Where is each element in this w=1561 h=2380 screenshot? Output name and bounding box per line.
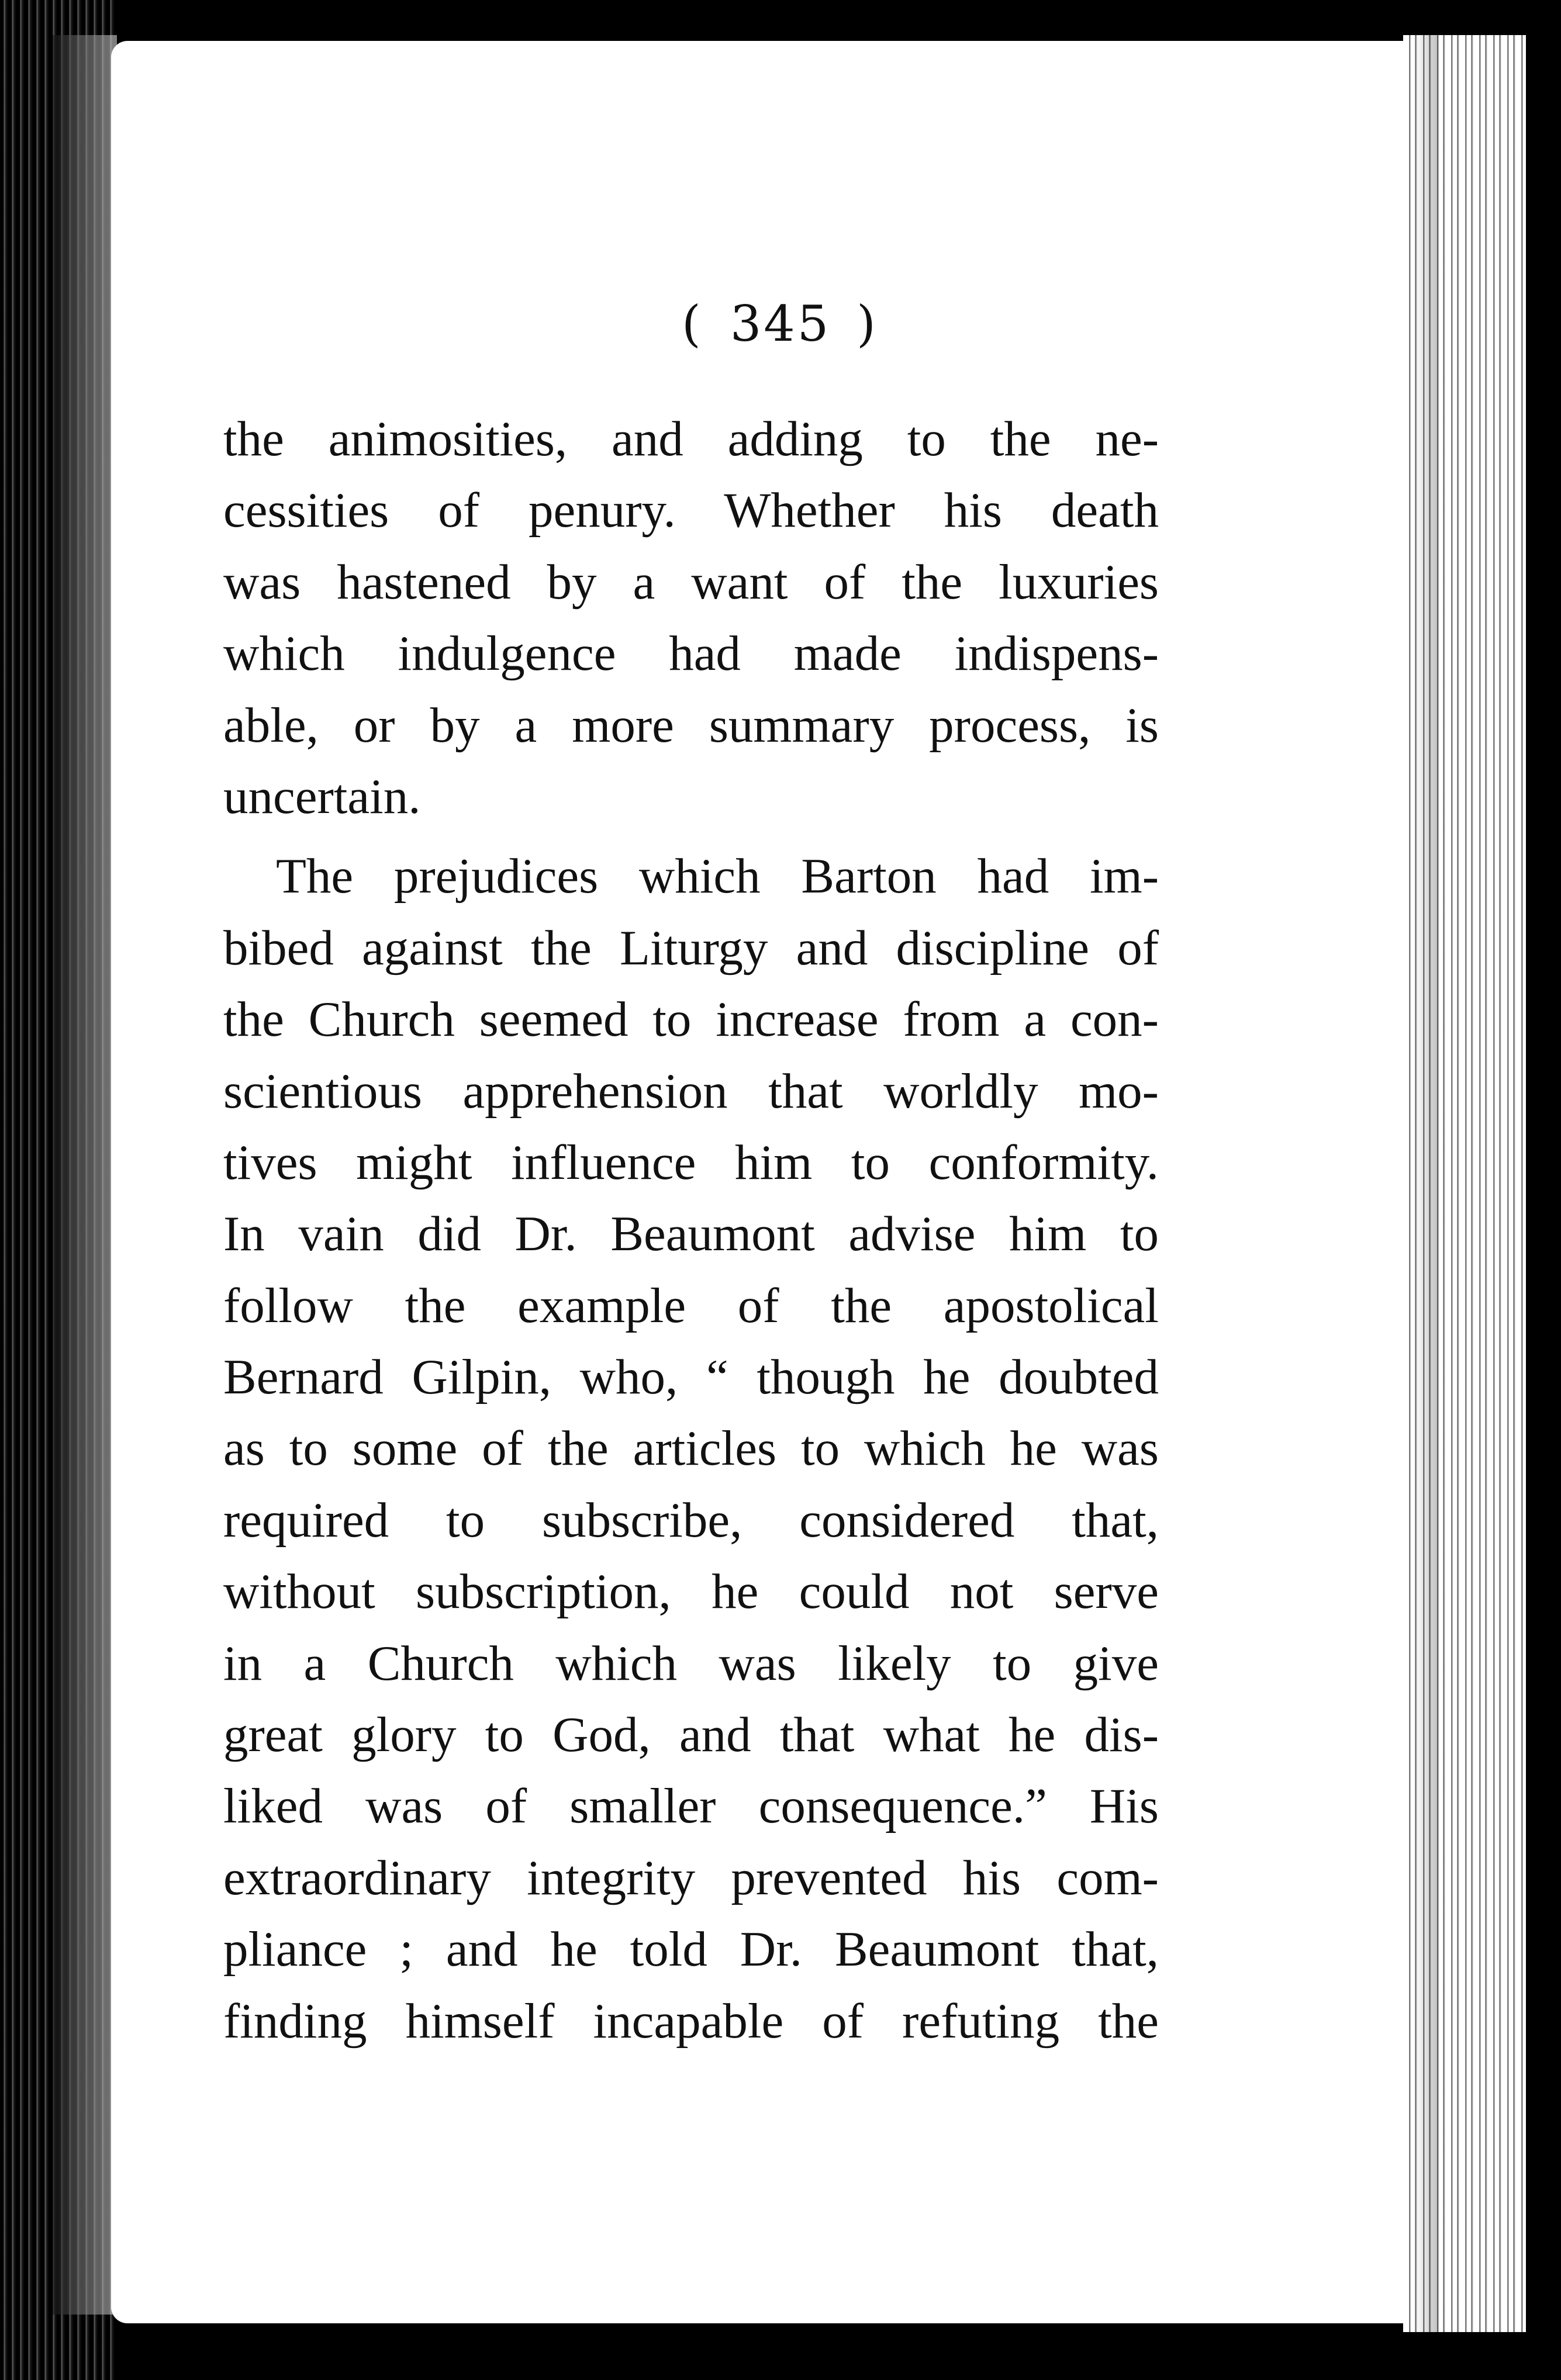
text-line: the Church seemed to increase from a con- <box>223 992 1159 1047</box>
text-line: as to some of the articles to which he was <box>223 1421 1159 1476</box>
body-text <box>223 403 1159 2057</box>
text-line: was hastened by a want of the luxuries <box>223 554 1159 610</box>
text-line: cessities of penury. Whether his death <box>223 483 1159 538</box>
text-line: without subscription, he could not serve <box>223 1564 1159 1620</box>
text-line: liked was of smaller consequence.” His <box>223 1779 1159 1834</box>
right-background <box>1526 0 1561 2380</box>
text-line: in a Church which was likely to give <box>223 1635 1159 1691</box>
folio-close-paren: ) <box>857 295 879 352</box>
text-line: pliance ; and he told Dr. Beaumont that, <box>223 1922 1159 1977</box>
text-line: bibed against the Liturgy and discipline of <box>223 920 1159 975</box>
text-line: which indulgence had made indispens- <box>223 626 1159 682</box>
left-gutter-shadow <box>53 35 117 2315</box>
paragraph-gap <box>223 832 1159 840</box>
text-line: uncertain. <box>223 769 421 824</box>
text-line: required to subscribe, considered that, <box>223 1492 1159 1548</box>
text-line: In vain did Dr. Beaumont advise him to <box>223 1206 1159 1262</box>
text-line: tives might influence him to conformity. <box>223 1134 1159 1190</box>
text-line: follow the example of the apostolical <box>223 1278 1159 1333</box>
text-line: able, or by a more summary process, is <box>223 697 1159 753</box>
right-edge-shadow <box>1415 35 1438 2332</box>
text-line: great glory to God, and that what he dis- <box>223 1707 1159 1763</box>
text-line: scientious apprehension that worldly mo- <box>223 1063 1159 1119</box>
text-line: extraordinary integrity prevented his com- <box>223 1850 1159 1905</box>
text-line: the animosities, and adding to the ne- <box>223 411 1159 466</box>
text-line: Bernard Gilpin, who, “ though he doubted <box>223 1350 1159 1405</box>
text-line: finding himself incapable of refuting the <box>223 1993 1159 2049</box>
folio-open-paren: ( <box>682 295 704 352</box>
folio-number: 345 <box>730 295 831 352</box>
text-line: The prejudices which Barton had im- <box>276 849 1159 904</box>
page-number <box>0 295 1561 352</box>
